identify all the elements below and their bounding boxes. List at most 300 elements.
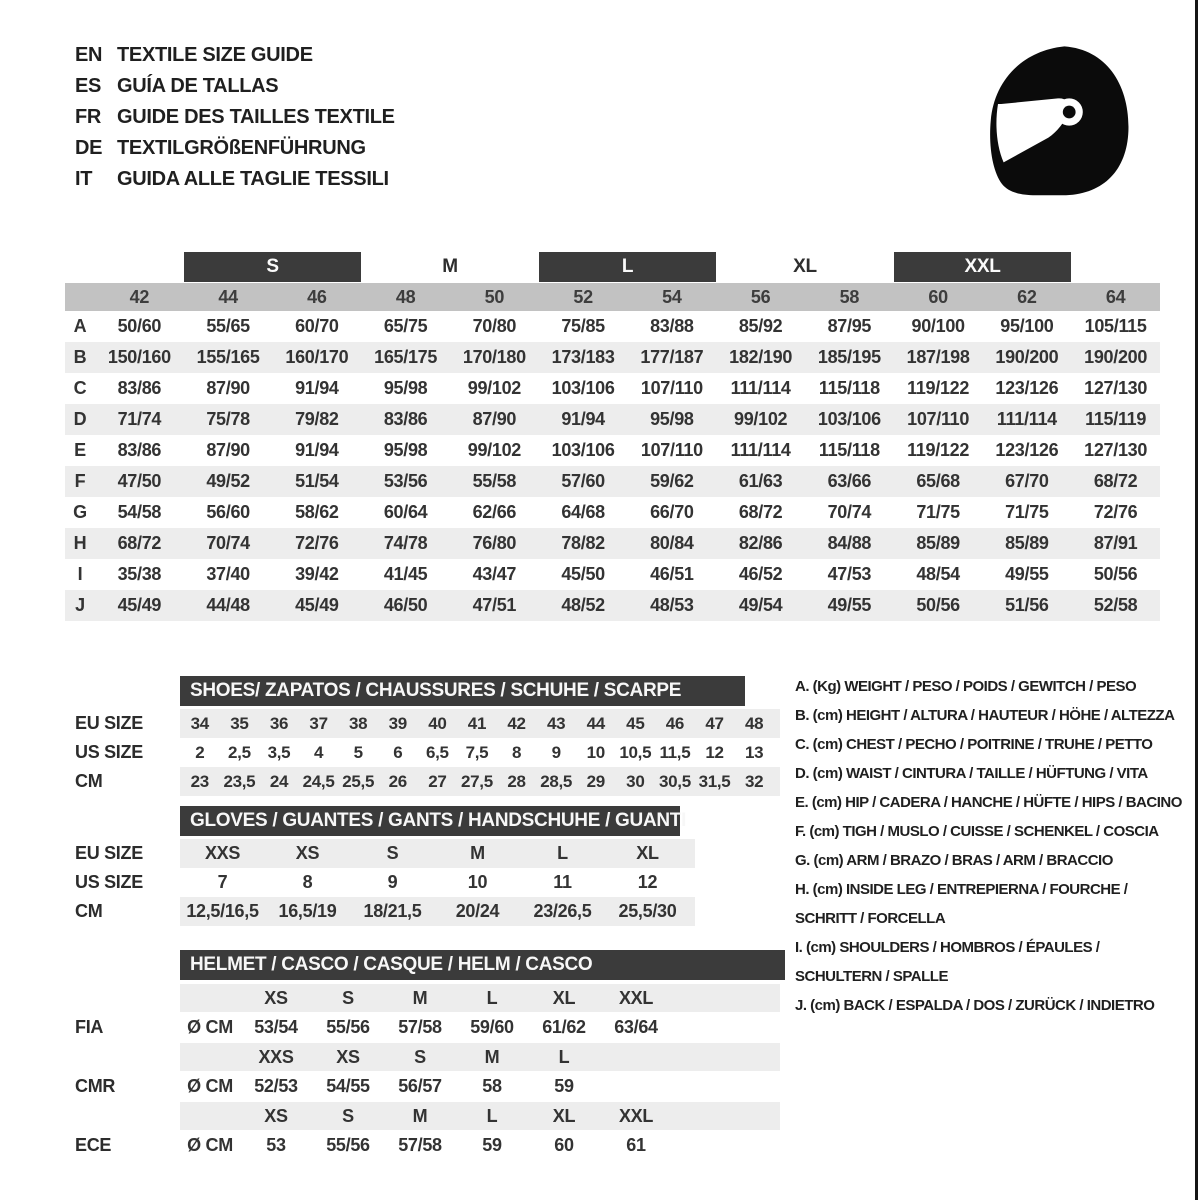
table-cell: 71/74 <box>117 409 162 429</box>
table-cell: XS <box>264 1105 288 1126</box>
table-cell: 34 <box>190 713 209 733</box>
table-cell: XS <box>295 843 320 863</box>
table-cell: 45 <box>626 713 645 733</box>
table-cell: S <box>342 1105 354 1126</box>
table-cell: 68/72 <box>738 502 783 522</box>
language-title: TEXTILGRÖßENFÜHRUNG <box>117 137 366 159</box>
table-cell: 66/70 <box>650 502 694 522</box>
row-label: CM <box>75 771 103 791</box>
table-cell: 59/60 <box>470 1017 514 1037</box>
table-cell: 65/75 <box>383 316 428 336</box>
table-cell: 45/49 <box>295 595 339 615</box>
table-cell: 56/60 <box>206 502 250 522</box>
row-label: US SIZE <box>75 872 143 892</box>
language-row <box>75 102 395 133</box>
table-cell: 49/55 <box>1005 564 1049 584</box>
table-cell: XXL <box>618 987 654 1008</box>
table-cell: 7,5 <box>465 742 489 762</box>
row-values <box>180 897 695 926</box>
language-title: GUÍA DE TALLAS <box>117 75 279 97</box>
row-values <box>180 709 780 738</box>
table-cell: 37 <box>309 713 328 733</box>
table-cell: 41 <box>467 713 487 733</box>
legend-item: F. (cm) TIGH / MUSLO / CUISSE / SCHENKEL / COSCIA <box>795 823 1159 840</box>
table-cell: 59 <box>482 1135 502 1155</box>
table-cell: S <box>414 1046 426 1067</box>
table-cell: 39/42 <box>295 564 339 584</box>
unit-cell: Ø CM <box>187 1017 233 1037</box>
shoes-table-title: SHOES/ ZAPATOS / CHAUSSURES / SCHUHE / SCARPE <box>180 676 745 706</box>
table-cell: 12 <box>637 872 658 892</box>
table-cell: M <box>470 843 485 863</box>
page-right-border <box>1195 0 1198 1200</box>
table-cell: 23,5 <box>223 771 256 791</box>
table-cell: 28 <box>507 771 526 791</box>
table-cell: 65/68 <box>916 471 960 491</box>
table-cell: 61 <box>626 1135 646 1155</box>
table-cell: 70/74 <box>206 533 250 553</box>
table-cell: 103/106 <box>551 440 615 460</box>
table-cell: 160/170 <box>285 347 349 367</box>
table-cell: 23 <box>190 771 209 791</box>
table-cell: 107/110 <box>907 409 970 429</box>
table-row <box>75 738 780 767</box>
table-cell: 70/80 <box>472 316 517 336</box>
table-cell: 29 <box>586 771 605 791</box>
table-cell: 45/50 <box>561 564 605 584</box>
size-table-row-e <box>65 435 1160 466</box>
table-cell: 62/66 <box>472 502 517 522</box>
table-cell: 36 <box>269 713 289 733</box>
row-values <box>180 767 780 796</box>
table-cell: 74/78 <box>383 533 428 553</box>
table-cell: 5 <box>353 742 363 762</box>
language-row <box>75 71 395 102</box>
size-group-xl: XL <box>793 256 817 277</box>
row-label: CM <box>75 901 103 921</box>
row-label: J <box>75 595 85 615</box>
table-cell: 87/90 <box>206 440 250 460</box>
table-cell: 59/62 <box>650 471 694 491</box>
table-cell: 84/88 <box>827 533 872 553</box>
table-cell: 27,5 <box>461 771 493 791</box>
table-cell: XS <box>264 987 288 1008</box>
table-cell: 52/53 <box>254 1076 298 1096</box>
table-cell: 51/56 <box>1005 595 1049 615</box>
table-cell: 111/114 <box>730 378 791 398</box>
measurement-legend <box>795 672 1195 1020</box>
row-values <box>180 738 780 767</box>
table-cell: 83/88 <box>650 316 694 336</box>
table-cell: 83/86 <box>117 440 162 460</box>
table-cell: 48/53 <box>650 595 694 615</box>
table-cell: S <box>342 987 354 1008</box>
size-table-row-b <box>65 342 1160 373</box>
table-cell: 177/187 <box>640 347 704 367</box>
table-cell: 87/90 <box>206 378 250 398</box>
helmet-table-rows <box>75 984 785 1161</box>
table-cell: 10 <box>467 872 488 892</box>
size-table-row-j <box>65 590 1160 621</box>
size-header-cell: 64 <box>1105 286 1126 307</box>
table-cell: 55/65 <box>206 316 250 336</box>
row-label: A <box>73 316 87 336</box>
table-cell: 85/89 <box>1005 533 1049 553</box>
table-cell: 105/115 <box>1084 316 1147 336</box>
table-cell: 53 <box>266 1135 286 1155</box>
table-cell: 95/98 <box>650 409 694 429</box>
table-cell: L <box>486 1105 498 1126</box>
table-row <box>75 868 695 897</box>
table-cell: 85/92 <box>738 316 783 336</box>
table-cell: 49/54 <box>738 595 783 615</box>
table-cell: 10,5 <box>619 742 652 762</box>
table-cell: 83/86 <box>383 409 428 429</box>
size-header-cell: 48 <box>395 286 416 307</box>
row-label: F <box>74 471 86 491</box>
table-cell: 67/70 <box>1005 471 1049 491</box>
table-cell: 47/51 <box>472 595 517 615</box>
table-cell: 6 <box>393 742 403 762</box>
unit-cell: Ø CM <box>187 1135 233 1155</box>
legend-item: SCHRITT / FORCELLA <box>795 910 946 927</box>
table-cell: 182/190 <box>729 347 793 367</box>
size-table-row-c <box>65 373 1160 404</box>
table-cell: 91/94 <box>561 409 605 429</box>
row-label: C <box>73 378 87 398</box>
row-label: E <box>74 440 86 460</box>
table-cell: 87/90 <box>472 409 517 429</box>
table-cell: 11,5 <box>659 742 691 762</box>
table-cell: 46/50 <box>383 595 428 615</box>
size-table-row-a <box>65 311 1160 342</box>
table-cell: 91/94 <box>295 378 339 398</box>
table-cell: M <box>412 987 428 1008</box>
table-cell: 115/118 <box>818 440 880 460</box>
row-label <box>75 1102 180 1130</box>
row-label: D <box>73 409 87 429</box>
helmet-size-row <box>75 984 785 1012</box>
table-cell: 43 <box>546 713 566 733</box>
table-cell: 3,5 <box>267 742 291 762</box>
row-values <box>180 984 780 1012</box>
gloves-table-title: GLOVES / GUANTES / GANTS / HANDSCHUHE / GUANTI <box>180 806 680 836</box>
table-cell: 6,5 <box>425 742 449 762</box>
row-label: US SIZE <box>75 742 143 762</box>
language-title: GUIDE DES TAILLES TEXTILE <box>117 106 395 128</box>
table-cell: 56/57 <box>398 1076 442 1096</box>
table-cell: XXS <box>204 843 241 863</box>
table-cell: 2,5 <box>228 742 251 762</box>
table-cell: XL <box>552 1105 576 1126</box>
language-title-list <box>75 40 395 195</box>
table-cell: 28,5 <box>540 771 573 791</box>
table-cell: 55/58 <box>472 471 517 491</box>
table-cell: 83/86 <box>117 378 162 398</box>
size-header-cell: 56 <box>750 286 771 307</box>
table-cell: 43/47 <box>472 564 517 584</box>
size-table-row-h <box>65 528 1160 559</box>
table-cell: 119/122 <box>907 440 970 460</box>
unit-cell <box>180 1102 240 1130</box>
row-label: EU SIZE <box>75 843 143 863</box>
size-header-cell: 44 <box>218 286 238 307</box>
table-cell: 8 <box>302 872 313 892</box>
table-cell: 12 <box>705 742 724 762</box>
table-cell: 47 <box>705 713 724 733</box>
table-cell: XS <box>336 1046 360 1067</box>
size-header-cell: 54 <box>662 286 682 307</box>
table-cell: XXL <box>618 1105 654 1126</box>
table-cell: 64/68 <box>561 502 605 522</box>
table-cell: 11 <box>553 872 572 892</box>
legend-item: I. (cm) SHOULDERS / HOMBROS / ÉPAULES / <box>795 939 1100 956</box>
row-label <box>75 1043 180 1071</box>
table-cell: 48/52 <box>561 595 605 615</box>
table-cell: 31,5 <box>698 771 731 791</box>
table-cell: 4 <box>314 742 324 762</box>
table-cell: 115/118 <box>818 378 880 398</box>
table-cell: 61/62 <box>542 1017 586 1037</box>
table-cell: 59 <box>554 1076 574 1096</box>
table-cell: 12,5/16,5 <box>186 901 259 921</box>
shoes-size-table <box>75 676 780 796</box>
row-label: H <box>73 533 87 553</box>
table-row <box>75 897 695 926</box>
row-label: FIA <box>75 1017 104 1037</box>
table-cell: 57/58 <box>398 1135 442 1155</box>
size-header-cell: 62 <box>1017 286 1037 307</box>
row-label: B <box>73 347 87 367</box>
table-cell: 75/78 <box>206 409 250 429</box>
table-cell: 75/85 <box>561 316 605 336</box>
language-code: FR <box>75 106 102 128</box>
row-values <box>180 839 695 868</box>
size-group-m: M <box>442 256 458 277</box>
table-row <box>75 767 780 796</box>
language-row <box>75 164 395 195</box>
table-cell: 190/200 <box>995 347 1059 367</box>
table-cell: 53/54 <box>254 1017 298 1037</box>
table-cell: 40 <box>428 713 447 733</box>
language-code: ES <box>75 75 102 97</box>
helmet-size-row <box>75 1102 785 1130</box>
table-cell: 16,5/19 <box>278 901 337 921</box>
table-cell: 24,5 <box>302 771 335 791</box>
table-cell: XL <box>552 987 576 1008</box>
table-cell: 170/180 <box>462 347 526 367</box>
legend-item: G. (cm) ARM / BRAZO / BRAS / ARM / BRACCIO <box>795 852 1113 869</box>
unit-cell: Ø CM <box>187 1076 233 1096</box>
table-cell: 7 <box>217 872 228 892</box>
table-cell: 41/45 <box>383 564 428 584</box>
table-cell: 51/54 <box>295 471 339 491</box>
size-group-l: L <box>539 252 717 282</box>
row-label: EU SIZE <box>75 713 143 733</box>
table-cell: 60/70 <box>295 316 339 336</box>
table-cell: XXS <box>258 1046 294 1067</box>
table-cell: 38 <box>349 713 368 733</box>
table-cell: 68/72 <box>1093 471 1138 491</box>
table-cell: 85/89 <box>916 533 960 553</box>
table-cell: 54/55 <box>326 1076 370 1096</box>
table-cell: L <box>558 1046 570 1067</box>
table-cell: 50/60 <box>117 316 162 336</box>
table-cell: 26 <box>388 771 407 791</box>
table-cell: 49/55 <box>827 595 872 615</box>
table-cell: 52/58 <box>1093 595 1138 615</box>
table-cell: 9 <box>551 742 561 762</box>
table-cell: 60/64 <box>383 502 428 522</box>
table-cell: 27 <box>428 771 447 791</box>
row-label: ECE <box>75 1135 112 1155</box>
table-cell: 82/86 <box>738 533 783 553</box>
table-cell: 32 <box>744 771 764 791</box>
table-cell: 25,5/30 <box>618 901 677 921</box>
table-cell: 107/110 <box>640 440 703 460</box>
table-cell: 46/52 <box>738 564 783 584</box>
table-cell: 173/183 <box>551 347 615 367</box>
size-group-s: S <box>184 252 362 282</box>
table-cell: 50/56 <box>1093 564 1138 584</box>
table-row <box>75 839 695 868</box>
size-table-row-f <box>65 466 1160 497</box>
unit-cell <box>180 984 240 1012</box>
table-cell: 111/114 <box>996 409 1057 429</box>
table-cell: 58/62 <box>295 502 339 522</box>
table-cell: 18/21,5 <box>363 901 422 921</box>
table-cell: 39 <box>388 713 407 733</box>
table-cell: 123/126 <box>995 378 1059 398</box>
size-header-cell: 58 <box>839 286 860 307</box>
row-label: G <box>73 502 87 522</box>
table-cell: 155/165 <box>196 347 260 367</box>
table-cell: 37/40 <box>206 564 250 584</box>
numeric-size-header-row <box>65 283 1160 311</box>
row-values <box>180 1043 780 1071</box>
table-cell: 53/56 <box>383 471 428 491</box>
size-header-cell: 42 <box>129 286 150 307</box>
table-cell: 30 <box>626 771 645 791</box>
size-group-header-row <box>65 252 1160 282</box>
helmet-value-row-fia <box>75 1012 785 1043</box>
table-cell: 13 <box>744 742 764 762</box>
size-header-cell: 46 <box>307 286 327 307</box>
table-cell: 61/63 <box>738 471 783 491</box>
size-header-cell: 60 <box>928 286 948 307</box>
row-values <box>180 1012 780 1043</box>
table-cell: 68/72 <box>117 533 162 553</box>
table-cell: 2 <box>195 742 205 762</box>
table-cell: 103/106 <box>817 409 881 429</box>
table-cell: 87/95 <box>827 316 872 336</box>
table-cell: 30,5 <box>658 771 691 791</box>
table-cell: 9 <box>387 872 398 892</box>
table-cell: 150/160 <box>107 347 171 367</box>
row-values <box>180 1130 780 1161</box>
size-header-cell: 52 <box>573 286 593 307</box>
table-cell: 80/84 <box>650 533 694 553</box>
legend-item: J. (cm) BACK / ESPALDA / DOS / ZURÜCK / INDIETRO <box>795 997 1155 1014</box>
legend-item: H. (cm) INSIDE LEG / ENTREPIERNA / FOURCHE / <box>795 881 1128 898</box>
size-table-body <box>65 311 1160 621</box>
row-label: CMR <box>75 1076 116 1096</box>
table-cell: 44 <box>586 713 605 733</box>
table-cell: 46/51 <box>650 564 694 584</box>
size-table-row-i <box>65 559 1160 590</box>
legend-item: A. (Kg) WEIGHT / PESO / POIDS / GEWITCH / PESO <box>795 678 1137 695</box>
table-cell: 57/60 <box>561 471 605 491</box>
row-label: I <box>77 564 83 584</box>
table-cell: 72/76 <box>1093 502 1138 522</box>
table-cell: 35 <box>230 713 249 733</box>
table-cell: 58 <box>482 1076 502 1096</box>
table-cell: 20/24 <box>455 901 500 921</box>
helmet-table-title: HELMET / CASCO / CASQUE / HELM / CASCO <box>180 950 785 980</box>
table-cell: 99/102 <box>733 409 788 429</box>
table-cell: 95/98 <box>383 378 428 398</box>
table-cell <box>600 1071 672 1102</box>
table-cell: 111/114 <box>730 440 791 460</box>
table-cell: 55/56 <box>326 1135 370 1155</box>
table-cell: M <box>484 1046 500 1067</box>
helmet-value-row-ece <box>75 1130 785 1161</box>
table-cell: 99/102 <box>467 440 521 460</box>
legend-item: C. (cm) CHEST / PECHO / POITRINE / TRUHE / PETTO <box>795 736 1153 753</box>
size-table-row-d <box>65 404 1160 435</box>
helmet-value-row-cmr <box>75 1071 785 1102</box>
table-cell: 44/48 <box>206 595 250 615</box>
language-code: DE <box>75 137 103 159</box>
table-cell: 63/66 <box>827 471 872 491</box>
table-cell: 187/198 <box>906 347 970 367</box>
table-cell: 103/106 <box>551 378 615 398</box>
table-cell: 165/175 <box>374 347 438 367</box>
table-cell: 71/75 <box>1005 502 1049 522</box>
table-cell: 47/50 <box>117 471 162 491</box>
row-values <box>180 868 695 897</box>
legend-item: E. (cm) HIP / CADERA / HANCHE / HÜFTE / HIPS / BACINO <box>795 794 1182 811</box>
table-cell: 63/64 <box>614 1017 658 1037</box>
row-values <box>180 1071 780 1102</box>
table-cell: M <box>412 1105 428 1126</box>
row-label <box>75 984 180 1012</box>
legend-item: SCHULTERN / SPALLE <box>795 968 948 985</box>
table-cell: 72/76 <box>295 533 339 553</box>
table-cell: 95/98 <box>383 440 428 460</box>
table-cell: 24 <box>269 771 289 791</box>
size-group-xxl: XXL <box>894 252 1072 282</box>
table-cell: 46 <box>665 713 685 733</box>
table-cell: 23/26,5 <box>533 901 592 921</box>
table-cell: 10 <box>586 742 605 762</box>
table-cell: 79/82 <box>295 409 339 429</box>
language-row <box>75 133 395 164</box>
table-cell: 99/102 <box>467 378 521 398</box>
table-cell: L <box>486 987 498 1008</box>
size-header-cell: 50 <box>484 286 505 307</box>
table-cell: 55/56 <box>326 1017 370 1037</box>
table-cell: 48/54 <box>916 564 960 584</box>
table-cell <box>600 1043 672 1071</box>
table-cell: 57/58 <box>398 1017 442 1037</box>
table-cell: 190/200 <box>1084 347 1148 367</box>
table-cell: 50/56 <box>916 595 960 615</box>
language-title: TEXTILE SIZE GUIDE <box>117 44 313 66</box>
table-cell: 119/122 <box>907 378 970 398</box>
language-code: EN <box>75 44 103 66</box>
table-cell: 25,5 <box>342 771 375 791</box>
